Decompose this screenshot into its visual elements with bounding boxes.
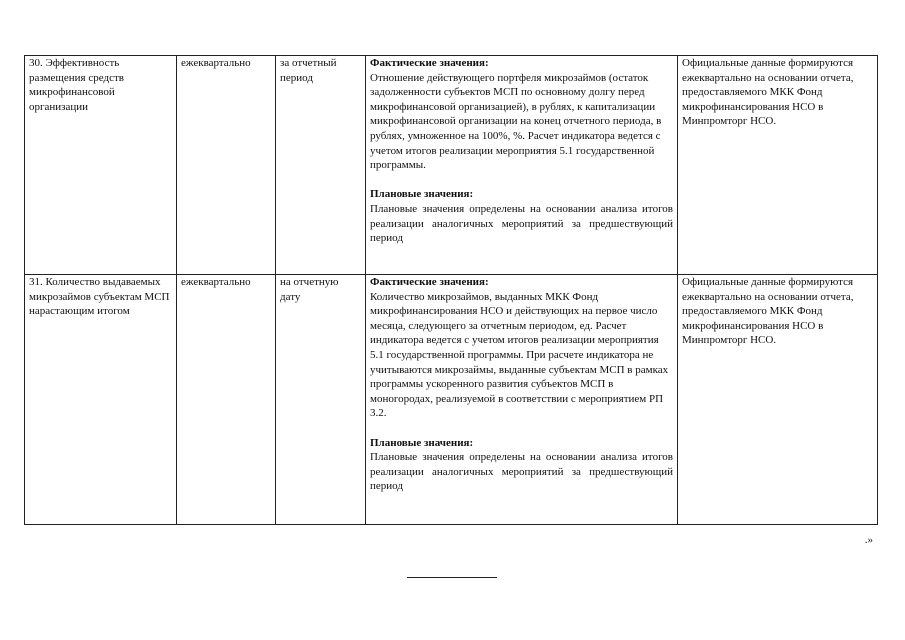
timing: за отчетный период: [280, 57, 337, 84]
fact-text: Количество микрозаймов, выданных МКК Фонд микрофинансирования НСО и действующих на первое число месяца, следующего за отчетным периодом, ед. Расчет индикатора ведется с учетом итогов реализации мероприятия 5.1 государственной программы. При расчете индикатора не учитываются микрозаймы, выданные субъектам МСП в рамках программы ускоренного развития субъектов МСП в моногородах, реализуемой в соответствии с мероприятием РП 3.2.: [370, 290, 669, 420]
fact-heading: Фактические значения:: [370, 276, 489, 288]
closing-quote-mark: .»: [864, 534, 873, 546]
timing-cell: [276, 275, 366, 525]
method-cell: [366, 275, 678, 525]
timing-cell: [276, 56, 366, 275]
method-cell: [366, 56, 678, 275]
source-cell: [678, 275, 878, 525]
fact-text: Отношение действующего портфеля микрозаймов (остаток задолженности субъектов МСП по основному долгу перед микрофинансовой организацией), в рублях, к капитализации микрофинансовой организации на конец отчетного периода, в рублях, умноженное на 100%, %. Расчет индикатора ведется с учетом итогов реализации мероприятия 5.1 государственной программы.: [370, 71, 662, 172]
table-row: [25, 275, 878, 525]
source-cell: [678, 56, 878, 275]
indicator-name: 30. Эффективность размещения средств микрофинансовой организации: [29, 57, 124, 113]
indicators-table: [24, 55, 878, 525]
plan-heading: Плановые значения:: [370, 436, 474, 449]
plan-heading: Плановые значения:: [370, 188, 474, 201]
periodicity: ежеквартально: [181, 276, 251, 288]
fact-heading: Фактические значения:: [370, 57, 489, 69]
indicator-name-cell: [25, 56, 177, 275]
plan-text: Плановые значения определены на основании анализа итогов реализации аналогичных мероприятий за предшествующий период: [370, 451, 673, 493]
periodicity-cell: [177, 56, 276, 275]
periodicity-cell: [177, 275, 276, 525]
timing: на отчетную дату: [280, 276, 339, 303]
footnote-separator: [407, 577, 497, 578]
periodicity: ежеквартально: [181, 57, 251, 69]
table-row: [25, 56, 878, 275]
source-text: Официальные данные формируются ежеквартально на основании отчета, предоставляемого МКК Фонд микрофинансирования НСО в Минпромторг НСО.: [682, 276, 854, 347]
plan-text: Плановые значения определены на основании анализа итогов реализации аналогичных мероприятий за предшествующий период: [370, 202, 673, 245]
source-text: Официальные данные формируются ежеквартально на основании отчета, предоставляемого МКК Фонд микрофинансирования НСО в Минпромторг НСО.: [682, 57, 854, 128]
indicator-name: 31. Количество выдаваемых микрозаймов субъектам МСП нарастающим итогом: [29, 276, 170, 318]
indicator-name-cell: [25, 275, 177, 525]
